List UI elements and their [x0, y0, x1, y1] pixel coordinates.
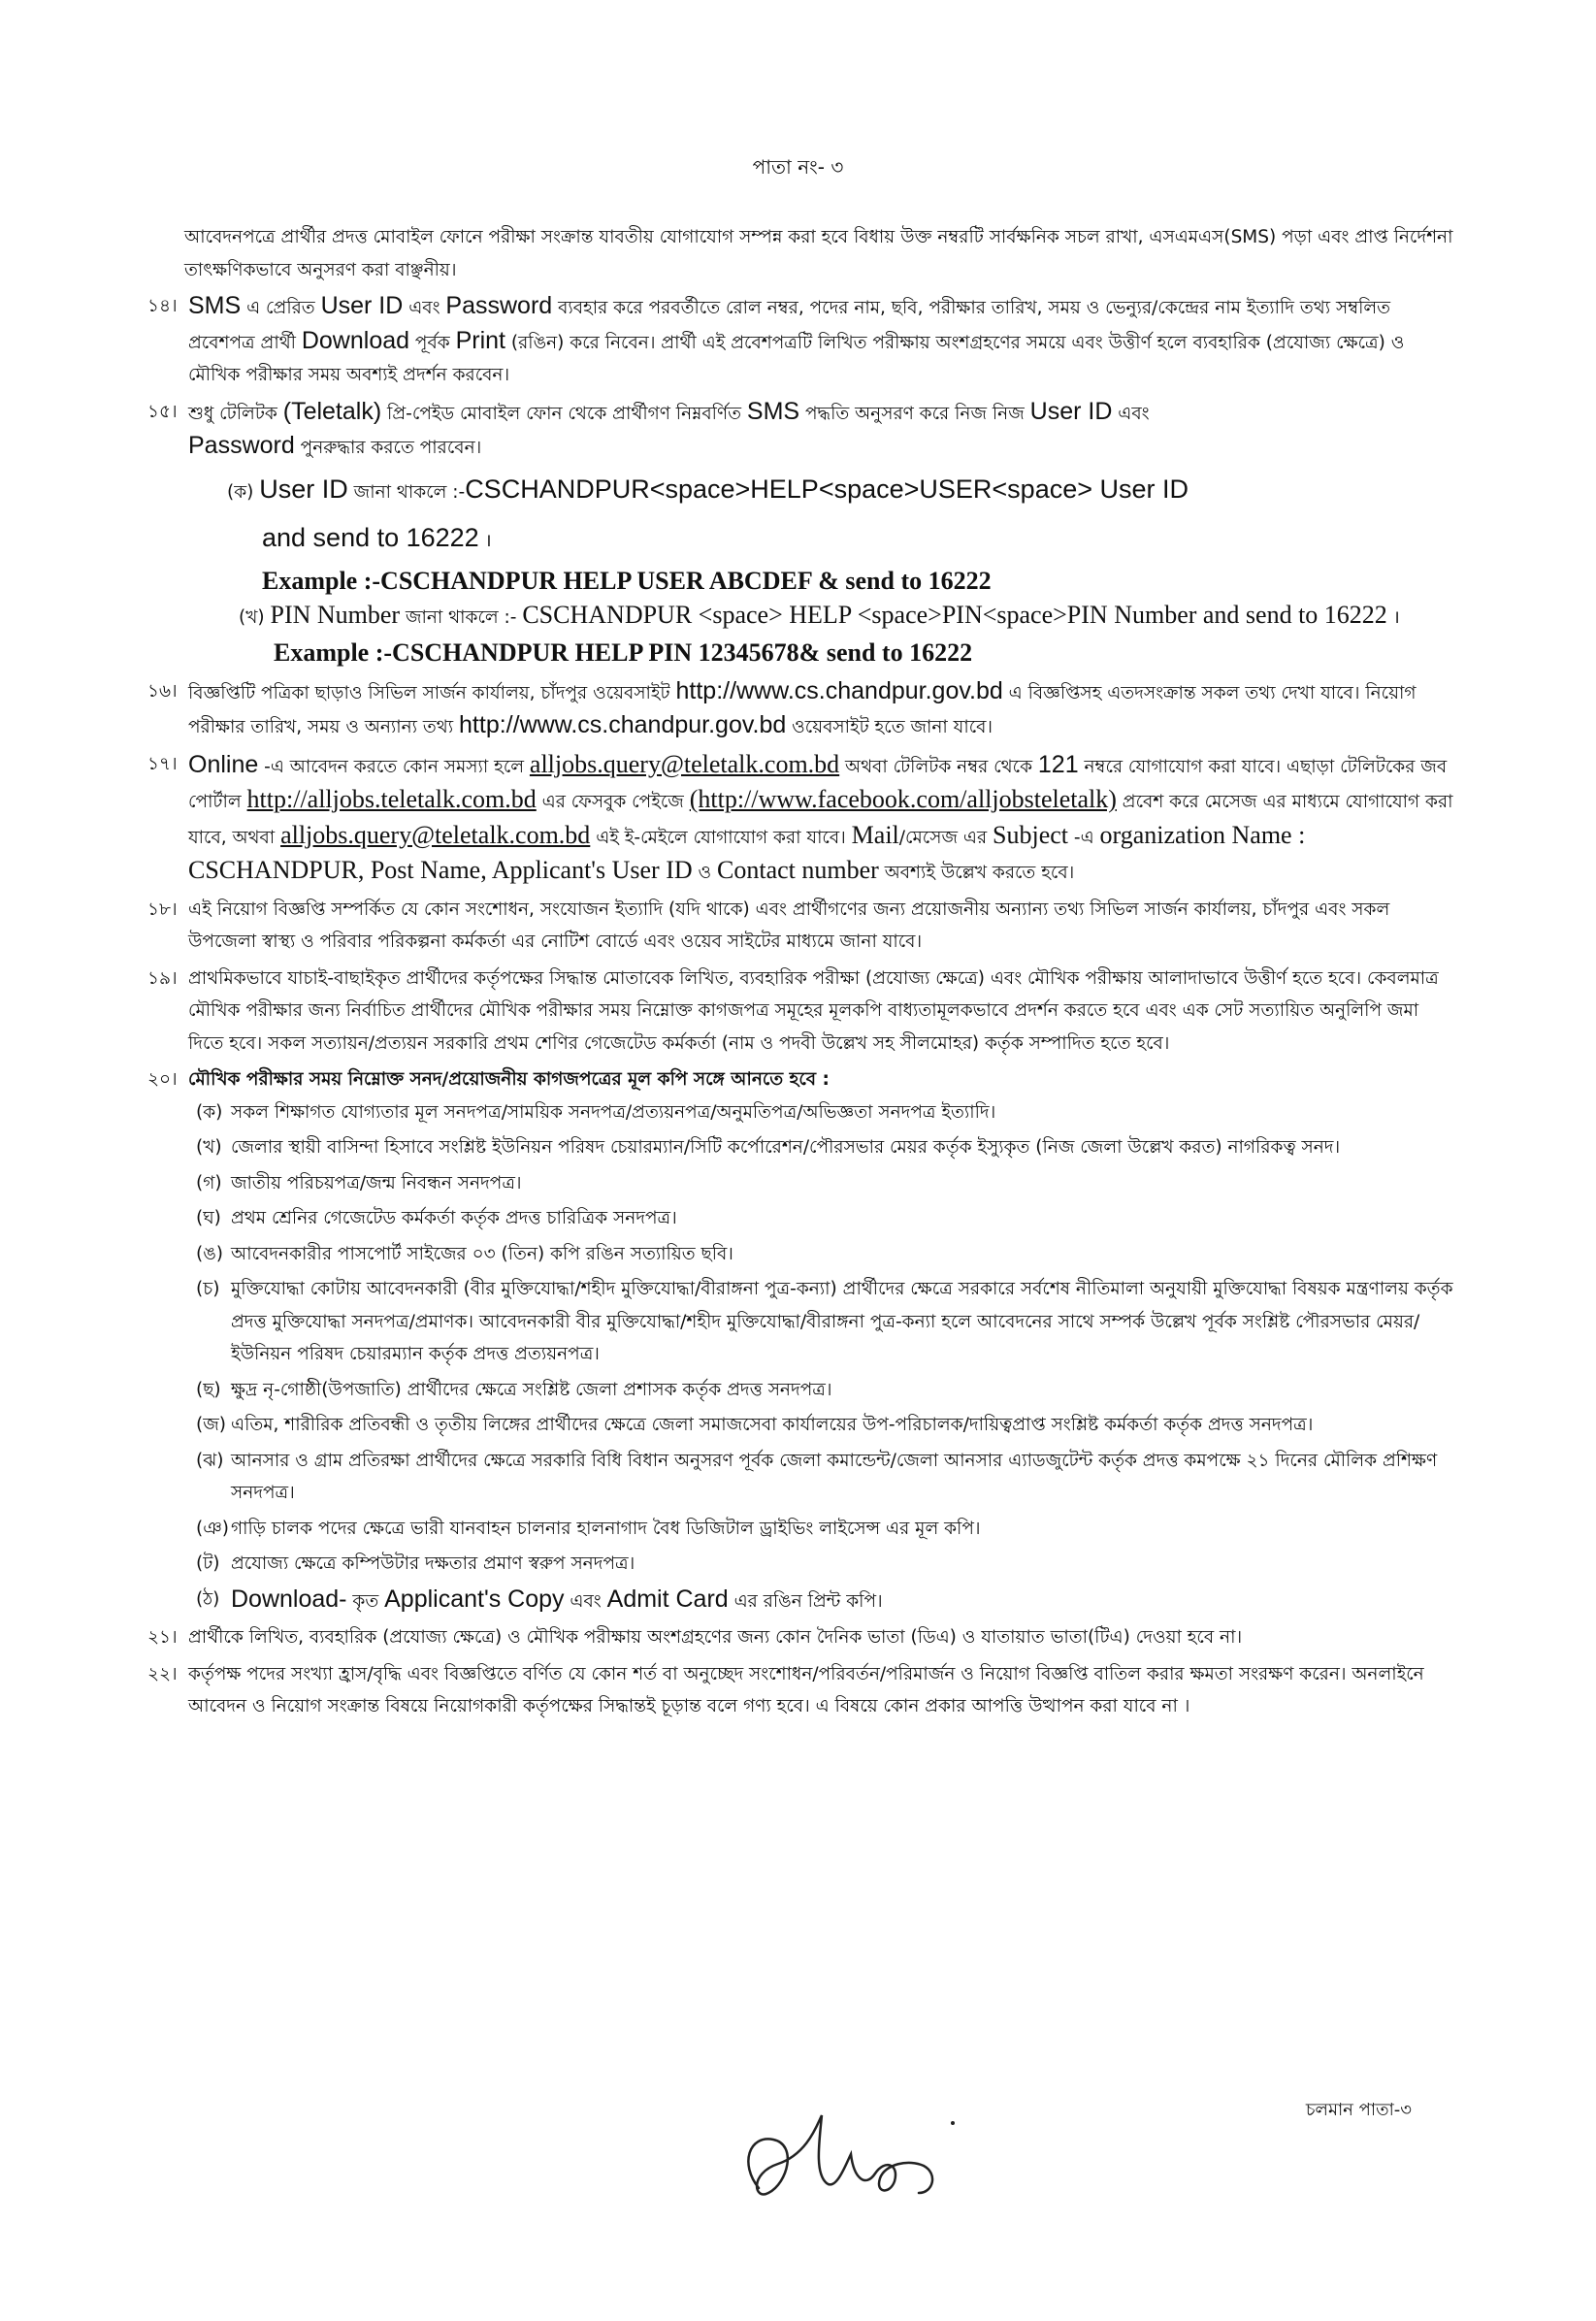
list-item: (ঞ) গাড়ি চালক পদের ক্ষেত্রে ভারী যানবাহন চালনার হালনাগাদ বৈধ ডিজিটাল ড্রাইভিং লাইসেন্স এর মূল কপি। [196, 1518, 981, 1539]
list-item: (ট) প্রযোজ্য ক্ষেত্রে কম্পিউটার দক্ষতার প্রমাণ স্বরুপ সনদপত্র। [196, 1553, 635, 1574]
example-kha: Example :-CSCHANDPUR HELP PIN 12345678& send to 16222 [274, 637, 973, 667]
paragraph-21: ২১। প্রার্থীকে লিখিত, ব্যবহারিক (প্রযোজ্য ক্ষেত্রে) ও মৌখিক পরীক্ষায় অংশগ্রহণের জন্য কোন দৈনিক ভাতা (ডিএ) ও যাতায়াত ভাতা(টিএ) দেওয়া হবে না। [184, 1621, 1455, 1654]
list-item: (ঠ) Download- কৃত Applicant's Copy এবং Admit Card এর রঙিন প্রিন্ট কপি। [196, 1585, 883, 1613]
paragraph-22: ২২। কর্তৃপক্ষ পদের সংখ্যা হ্রাস/বৃদ্ধি এবং বিজ্ঞপ্তিতে বর্ণিত যে কোন শর্ত বা অনুচ্ছেদ সংশোধন/পরিবর্তন/পরিমার্জন ও নিয়োগ বিজ্ঞপ্তি বাতিল করার ক্ষমতা সংরক্ষণ করেন। অনলাইনে আবেদন ও নিয়োগ সংক্রান্ত বিষয়ে নিয়োগকারী কর্তৃপক্ষের সিদ্ধান্তই চূড়ান্ত বলে গণ্য হবে। এ বিষয়ে কোন প্রকার আপত্তি উত্থাপন করা যাবে না । [184, 1658, 1455, 1723]
list-item: (ঘ) প্রথম শ্রেনির গেজেটেড কর্মকর্তা কর্তৃক প্রদত্ত চারিত্রিক সনদপত্র। [196, 1208, 677, 1228]
document-body [147, 221, 1455, 1727]
continued-page-note: চলমান পাতা-৩ [1305, 2100, 1412, 2120]
document-list [188, 1096, 1455, 1618]
paragraph-16: ১৬। বিজ্ঞপ্তিটি পত্রিকা ছাড়াও সিভিল সার্জন কার্যালয়, চাঁদপুর ওয়েবসাইট http://www.cs.chandpur.gov.bd এ বিজ্ঞপ্তিসহ এতদসংক্রান্ত সকল তথ্য দেখা যাবে। নিয়োগ পরীক্ষার তারিখ, সময় ও অন্যান্য তথ্য http://www.cs.chandpur.gov.bd ওয়েবসাইট হতে জানা যাবে। [147, 676, 1417, 738]
portal-link[interactable]: http://alljobs.teletalk.com.bd [246, 785, 537, 813]
paragraph-number: ১৬। [147, 680, 178, 702]
paragraph-15: ১৫। শুধু টেলিটক (Teletalk) প্রি-পেইড মোবাইল ফোন থেকে প্রার্থীগণ নিম্নবর্ণিত SMS পদ্ধতি অনুসরণ করে নিজ নিজ User ID এবং Password পুনরুদ্ধার করতে পারবেন। (ক) User ID জানা থাকলে :-CSCHANDPUR<space>HELP<space>USER<space> User ID and send to 16222 । Example :-CSCHANDPUR HELP USER ABCDEF & send to 16222 (খ) PIN Number জানা থাকলে :- CSCHANDPUR <space> HELP <space>PIN<space>PIN Number and send to 16222 । Example :-CSCHANDPUR HELP PIN 12345678& send to 16222 [184, 396, 1455, 671]
paragraph-number: ১৯। [147, 967, 178, 989]
paragraph-number: ২১। [147, 1627, 178, 1648]
website-link[interactable]: http://www.cs.chandpur.gov.bd [459, 711, 787, 738]
list-item: (ঙ) আবেদনকারীর পাসপোর্ট সাইজের ০৩ (তিন) কপি রঙিন সত্যায়িত ছবি। [196, 1243, 733, 1264]
list-item: (ছ) ক্ষুদ্র নৃ-গোষ্ঠী(উপজাতি) প্রার্থীদের ক্ষেত্রে সংশ্লিষ্ট জেলা প্রশাসক কর্তৃক প্রদত্ত সনদপত্র। [196, 1379, 832, 1400]
paragraph-number: ১৫। [147, 401, 178, 422]
sms-option-ka: (ক) User ID জানা থাকলে :-CSCHANDPUR<space>HELP<space>USER<space> User ID and send to 16222 । Example :-CSCHANDPUR HELP USER ABCDEF & send to 16222 [188, 467, 1455, 599]
paragraph-17: ১৭। Online -এ আবেদন করতে কোন সমস্যা হলে alljobs.query@teletalk.com.bd অথবা টেলিটক নম্বর থেকে 121 নম্বরে যোগাযোগ করা যাবে। এছাড়া টেলিটকের জব পোর্টাল http://alljobs.teletalk.com.bd এর ফেসবুক পেইজে (http://www.facebook.com/alljobsteletalk) প্রবেশ করে মেসেজ এর মাধ্যমে যোগাযোগ করা যাবে, অথবা alljobs.query@teletalk.com.bd এই ই-মেইলে যোগাযোগ করা যাবে। Mail/মেসেজ এর Subject -এ organization Name : CSCHANDPUR, Post Name, Applicant's User ID ও Contact number অবশ্যই উল্লেখ করতে হবে। [147, 749, 1453, 884]
paragraph-number: ১৭। [147, 753, 178, 774]
email-link[interactable]: alljobs.query@teletalk.com.bd [529, 749, 840, 778]
paragraph-number: ২২। [147, 1663, 178, 1684]
email-link[interactable]: alljobs.query@teletalk.com.bd [280, 820, 591, 849]
paragraph-number: ২০। [147, 1069, 178, 1090]
list-item: (জ) এতিম, শারীরিক প্রতিবন্ধী ও তৃতীয় লিঙ্গের প্রার্থীদের ক্ষেত্রে জেলা সমাজসেবা কার্যালয়ের উপ-পরিচালক/দায়িত্বপ্রাপ্ত সংশ্লিষ্ট কর্মকর্তা কর্তৃক প্রদত্ত সনদপত্র। [196, 1415, 1314, 1435]
sms-option-kha: (খ) PIN Number জানা থাকলে :- CSCHANDPUR <space> HELP <space>PIN<space>PIN Number and send to 16222 । Example :-CSCHANDPUR HELP PIN 12345678& send to 16222 [188, 599, 1455, 671]
signature-icon [730, 2096, 982, 2212]
facebook-link[interactable]: (http://www.facebook.com/alljobsteletalk) [689, 785, 1117, 813]
paragraph-19: ১৯। প্রাথমিকভাবে যাচাই-বাছাইকৃত প্রার্থীদের কর্তৃপক্ষের সিদ্ধান্ত মোতাবেক লিখিত, ব্যবহারিক পরীক্ষা (প্রযোজ্য ক্ষেত্রে) এবং মৌখিক পরীক্ষায় আলাদাভাবে উত্তীর্ণ হতে হবে। কেবলমাত্র মৌখিক পরীক্ষার জন্য নির্বাচিত প্রার্থীদের মৌখিক পরীক্ষার সময় নিম্নোক্ত কাগজপত্র সমূহের মূলকপি বাধ্যতামূলকভাবে প্রদর্শন করতে হবে এবং এক সেট সত্যায়িত অনুলিপি জমা দিতে হবে। সকল সত্যায়ন/প্রত্যয়ন সরকারি প্রথম শেণির গেজেটেড কর্মকর্তা (নাম ও পদবী উল্লেখ সহ সীলমোহর) কর্তৃক সম্পাদিত হতে হবে। [184, 963, 1455, 1061]
paragraph-20-heading: মৌখিক পরীক্ষার সময় নিম্নোক্ত সনদ/প্রয়োজনীয় কাগজপত্রের মূল কপি সঙ্গে আনতে হবে : [188, 1069, 830, 1090]
list-item: (গ) জাতীয় পরিচয়পত্র/জন্ম নিবন্ধন সনদপত্র। [196, 1172, 522, 1193]
intro-paragraph: আবেদনপত্রে প্রার্থীর প্রদত্ত মোবাইল ফোনে পরীক্ষা সংক্রান্ত যাবতীয় যোগাযোগ সম্পন্ন করা হবে বিধায় উক্ত নম্বরটি সার্বক্ষনিক সচল রাখা, এসএমএস(SMS) পড়া এবং প্রাপ্ত নির্দেশনা তাৎক্ষণিকভাবে অনুসরণ করা বাঞ্ছনীয়। [184, 227, 1453, 280]
list-item: (চ) মুক্তিযোদ্ধা কোটায় আবেদনকারী (বীর মুক্তিযোদ্ধা/শহীদ মুক্তিযোদ্ধা/বীরাঙ্গনা পুত্র-কন্যা) প্রার্থীদের ক্ষেত্রে সরকারে সর্বশেষ নীতিমালা অনুযায়ী মুক্তিযোদ্ধা বিষয়ক মন্ত্রণালয় কর্তৃক প্রদত্ত মুক্তিযোদ্ধা সনদপত্র/প্রমাণক। আবেদনকারী বীর মুক্তিযোদ্ধা/শহীদ মুক্তিযোদ্ধা/বীরাঙ্গনা পুত্র-কন্যা হলে আবেদনের সাথে সম্পর্ক উল্লেখ পূর্বক সংশ্লিষ্ট পৌরসভার মেয়র/ইউনিয়ন পরিষদ চেয়ারম্যান কর্তৃক প্রদত্ত প্রত্যয়নপত্র। [196, 1279, 1453, 1364]
example-ka: Example :-CSCHANDPUR HELP USER ABCDEF & send to 16222 [262, 566, 992, 595]
page-number: পাতা নং- ৩ [752, 155, 844, 179]
paragraph-number: ১৪। [147, 296, 178, 316]
paragraph-20 [147, 1063, 1455, 1618]
list-item: (ঝ) আনসার ও গ্রাম প্রতিরক্ষা প্রার্থীদের ক্ষেত্রে সরকারি বিধি বিধান অনুসরণ পূর্বক জেলা কমান্ডেন্ট/জেলা আনসার এ্যাডজুটেন্ট কর্তৃক প্রদত্ত কমপক্ষে ২১ দিনের মৌলিক প্রশিক্ষণ সনদপত্র। [196, 1450, 1438, 1503]
list-item: (খ) জেলার স্থায়ী বাসিন্দা হিসাবে সংশ্লিষ্ট ইউনিয়ন পরিষদ চেয়ারম্যান/সিটি কর্পোরেশন/পৌরসভার মেয়র কর্তৃক ইস্যুকৃত (নিজ জেলা উল্লেখ করত) নাগরিকত্ব সনদ। [196, 1137, 1341, 1158]
website-link[interactable]: http://www.cs.chandpur.gov.bd [675, 676, 1003, 704]
paragraph-number: ১৮। [147, 899, 178, 920]
list-item: (ক) সকল শিক্ষাগত যোগ্যতার মূল সনদপত্র/সাময়িক সনদপত্র/প্রত্যয়নপত্র/অনুমতিপত্র/অভিজ্ঞতা সনদপত্র ইত্যাদি। [196, 1101, 996, 1123]
paragraph-14: ১৪। SMS এ প্রেরিত User ID এবং Password ব্যবহার করে পরবর্তীতে রোল নম্বর, পদের নাম, ছবি, পরীক্ষার তারিখ, সময় ও ভেন্যুর/কেন্দ্রের নাম ইত্যাদি তথ্য সম্বলিত প্রবেশপত্র প্রার্থী Download পূর্বক Print (রঙিন) করে নিবেন। প্রার্থী এই প্রবেশপত্রটি লিখিত পরীক্ষায় অংশগ্রহণের সময়ে এবং উত্তীর্ণ হলে ব্যবহারিক (প্রযোজ্য ক্ষেত্রে) ও মৌখিক পরীক্ষার সময় অবশ্যই প্রদর্শন করবেন। [147, 292, 1405, 385]
paragraph-18: ১৮। এই নিয়োগ বিজ্ঞপ্তি সম্পর্কিত যে কোন সংশোধন, সংযোজন ইত্যাদি (যদি থাকে) এবং প্রার্থীগণের জন্য প্রয়োজনীয় অন্যান্য তথ্য সিভিল সার্জন কার্যালয়, চাঁদপুর এবং সকল উপজেলা স্বাস্থ্য ও পরিবার পরিকল্পনা কর্মকর্তা এর নোটিশ বোর্ডে এবং ওয়েব সাইটের মাধ্যমে জানা যাবে। [184, 894, 1455, 959]
